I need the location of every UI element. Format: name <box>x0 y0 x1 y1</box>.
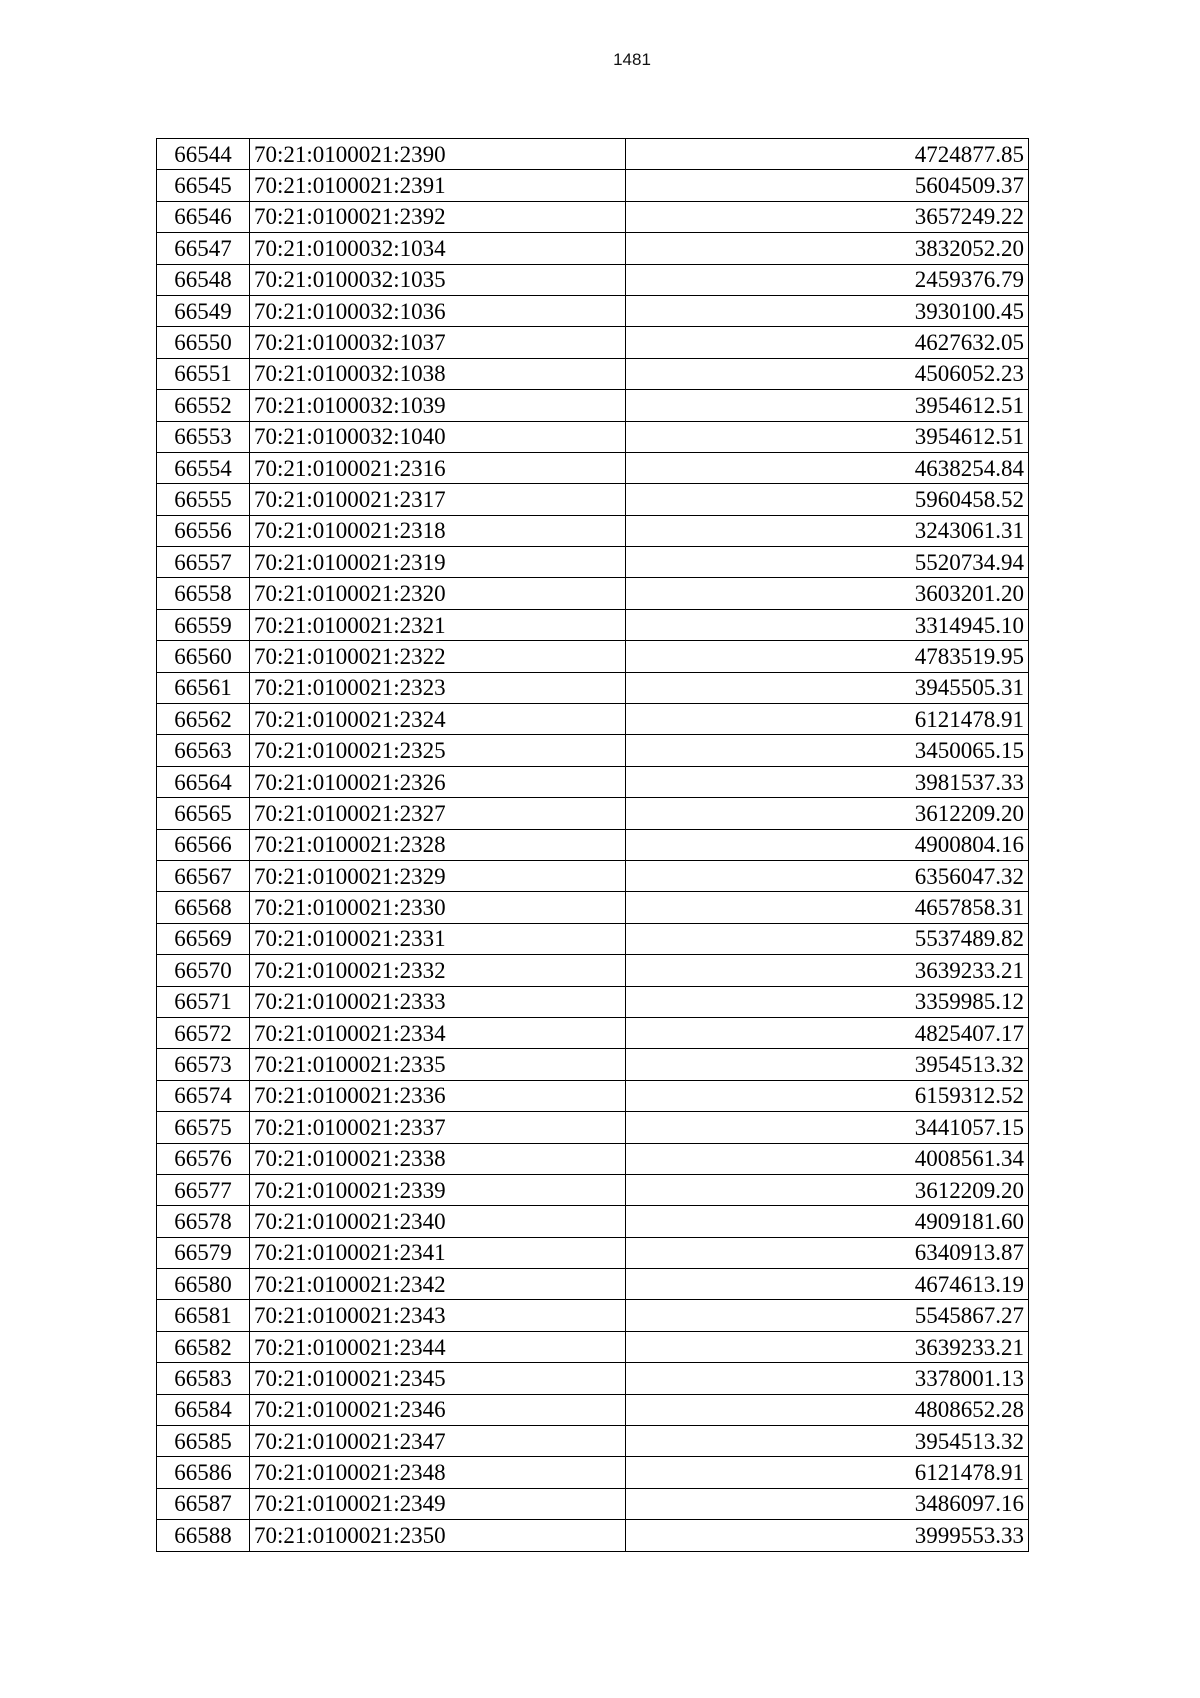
table-row <box>157 1269 1029 1300</box>
cadastral-number-cell: 70:21:0100021:2340 <box>250 1206 626 1237</box>
cadastral-number-cell: 70:21:0100021:2337 <box>250 1112 626 1143</box>
cadastral-value-cell: 3486097.16 <box>626 1488 1029 1519</box>
cadastral-value-cell: 3954612.51 <box>626 390 1029 421</box>
table-row <box>157 390 1029 421</box>
row-number-cell: 66550 <box>157 327 250 358</box>
table-row <box>157 421 1029 452</box>
table-row <box>157 1331 1029 1362</box>
table-row <box>157 233 1029 264</box>
cadastral-number-cell: 70:21:0100021:2345 <box>250 1363 626 1394</box>
cadastral-number-cell: 70:21:0100021:2390 <box>250 139 626 170</box>
cadastral-value-cell: 4638254.84 <box>626 452 1029 483</box>
cadastral-value-cell: 3945505.31 <box>626 672 1029 703</box>
row-number-cell: 66582 <box>157 1331 250 1362</box>
row-number-cell: 66546 <box>157 201 250 232</box>
row-number-cell: 66567 <box>157 860 250 891</box>
cadastral-value-cell: 4506052.23 <box>626 358 1029 389</box>
cadastral-value-cell: 3639233.21 <box>626 1331 1029 1362</box>
cadastral-value-cell: 6121478.91 <box>626 1457 1029 1488</box>
cadastral-number-cell: 70:21:0100021:2338 <box>250 1143 626 1174</box>
row-number-cell: 66556 <box>157 515 250 546</box>
row-number-cell: 66580 <box>157 1269 250 1300</box>
row-number-cell: 66552 <box>157 390 250 421</box>
row-number-cell: 66564 <box>157 766 250 797</box>
cadastral-number-cell: 70:21:0100021:2348 <box>250 1457 626 1488</box>
cadastral-number-cell: 70:21:0100021:2335 <box>250 1049 626 1080</box>
row-number-cell: 66566 <box>157 829 250 860</box>
table-row <box>157 139 1029 170</box>
row-number-cell: 66577 <box>157 1174 250 1205</box>
table-row <box>157 452 1029 483</box>
table-row <box>157 1457 1029 1488</box>
table-row <box>157 672 1029 703</box>
cadastral-value-cell: 5537489.82 <box>626 923 1029 954</box>
table-row <box>157 295 1029 326</box>
table-row <box>157 1049 1029 1080</box>
cadastral-number-cell: 70:21:0100021:2327 <box>250 798 626 829</box>
row-number-cell: 66583 <box>157 1363 250 1394</box>
cadastral-value-cell: 3930100.45 <box>626 295 1029 326</box>
cadastral-number-cell: 70:21:0100021:2391 <box>250 170 626 201</box>
cadastral-number-cell: 70:21:0100021:2392 <box>250 201 626 232</box>
table-row <box>157 1363 1029 1394</box>
row-number-cell: 66588 <box>157 1520 250 1551</box>
row-number-cell: 66545 <box>157 170 250 201</box>
row-number-cell: 66581 <box>157 1300 250 1331</box>
cadastral-number-cell: 70:21:0100021:2321 <box>250 609 626 640</box>
table-row <box>157 1488 1029 1519</box>
table-row <box>157 829 1029 860</box>
cadastral-value-cell: 3359985.12 <box>626 986 1029 1017</box>
cadastral-value-table <box>156 138 1029 1552</box>
page-number: 1481 <box>613 50 651 69</box>
cadastral-number-cell: 70:21:0100021:2334 <box>250 1017 626 1048</box>
row-number-cell: 66554 <box>157 452 250 483</box>
table-row <box>157 578 1029 609</box>
table-row <box>157 170 1029 201</box>
table-row <box>157 1080 1029 1111</box>
cadastral-value-cell: 4674613.19 <box>626 1269 1029 1300</box>
table-row <box>157 986 1029 1017</box>
cadastral-number-cell: 70:21:0100032:1038 <box>250 358 626 389</box>
row-number-cell: 66547 <box>157 233 250 264</box>
row-number-cell: 66572 <box>157 1017 250 1048</box>
cadastral-value-cell: 3378001.13 <box>626 1363 1029 1394</box>
cadastral-number-cell: 70:21:0100021:2330 <box>250 892 626 923</box>
row-number-cell: 66573 <box>157 1049 250 1080</box>
cadastral-number-cell: 70:21:0100021:2346 <box>250 1394 626 1425</box>
row-number-cell: 66563 <box>157 735 250 766</box>
table-row <box>157 735 1029 766</box>
table-row <box>157 798 1029 829</box>
cadastral-number-cell: 70:21:0100032:1039 <box>250 390 626 421</box>
cadastral-number-cell: 70:21:0100021:2319 <box>250 547 626 578</box>
row-number-cell: 66551 <box>157 358 250 389</box>
table-row <box>157 609 1029 640</box>
cadastral-number-cell: 70:21:0100021:2341 <box>250 1237 626 1268</box>
cadastral-number-cell: 70:21:0100032:1040 <box>250 421 626 452</box>
cadastral-number-cell: 70:21:0100021:2318 <box>250 515 626 546</box>
cadastral-number-cell: 70:21:0100021:2332 <box>250 955 626 986</box>
cadastral-number-cell: 70:21:0100021:2329 <box>250 860 626 891</box>
row-number-cell: 66555 <box>157 484 250 515</box>
cadastral-value-cell: 4909181.60 <box>626 1206 1029 1237</box>
row-number-cell: 66569 <box>157 923 250 954</box>
cadastral-number-cell: 70:21:0100021:2323 <box>250 672 626 703</box>
table-row <box>157 1394 1029 1425</box>
row-number-cell: 66562 <box>157 704 250 735</box>
cadastral-number-cell: 70:21:0100021:2325 <box>250 735 626 766</box>
table-row <box>157 1017 1029 1048</box>
cadastral-number-cell: 70:21:0100021:2344 <box>250 1331 626 1362</box>
row-number-cell: 66585 <box>157 1426 250 1457</box>
row-number-cell: 66587 <box>157 1488 250 1519</box>
cadastral-number-cell: 70:21:0100021:2324 <box>250 704 626 735</box>
table-row <box>157 641 1029 672</box>
cadastral-value-cell: 3981537.33 <box>626 766 1029 797</box>
table-row <box>157 547 1029 578</box>
table-row <box>157 1426 1029 1457</box>
table-row <box>157 358 1029 389</box>
row-number-cell: 66560 <box>157 641 250 672</box>
cadastral-value-cell: 5545867.27 <box>626 1300 1029 1331</box>
table-row <box>157 484 1029 515</box>
row-number-cell: 66578 <box>157 1206 250 1237</box>
cadastral-value-cell: 3999553.33 <box>626 1520 1029 1551</box>
cadastral-value-cell: 2459376.79 <box>626 264 1029 295</box>
cadastral-value-cell: 4808652.28 <box>626 1394 1029 1425</box>
cadastral-number-cell: 70:21:0100021:2336 <box>250 1080 626 1111</box>
row-number-cell: 66544 <box>157 139 250 170</box>
row-number-cell: 66568 <box>157 892 250 923</box>
cadastral-value-cell: 5604509.37 <box>626 170 1029 201</box>
cadastral-value-cell: 3657249.22 <box>626 201 1029 232</box>
table-row <box>157 327 1029 358</box>
cadastral-number-cell: 70:21:0100021:2350 <box>250 1520 626 1551</box>
cadastral-number-cell: 70:21:0100021:2331 <box>250 923 626 954</box>
table-row <box>157 860 1029 891</box>
table-row <box>157 1206 1029 1237</box>
cadastral-number-cell: 70:21:0100032:1036 <box>250 295 626 326</box>
cadastral-number-cell: 70:21:0100032:1037 <box>250 327 626 358</box>
row-number-cell: 66576 <box>157 1143 250 1174</box>
cadastral-value-cell: 4825407.17 <box>626 1017 1029 1048</box>
table-row <box>157 1174 1029 1205</box>
table-body <box>157 139 1029 1552</box>
row-number-cell: 66579 <box>157 1237 250 1268</box>
row-number-cell: 66565 <box>157 798 250 829</box>
row-number-cell: 66557 <box>157 547 250 578</box>
cadastral-value-cell: 6121478.91 <box>626 704 1029 735</box>
cadastral-value-cell: 3612209.20 <box>626 798 1029 829</box>
cadastral-value-cell: 6356047.32 <box>626 860 1029 891</box>
table-row <box>157 1300 1029 1331</box>
table-row <box>157 515 1029 546</box>
row-number-cell: 66586 <box>157 1457 250 1488</box>
table-row <box>157 704 1029 735</box>
cadastral-number-cell: 70:21:0100021:2316 <box>250 452 626 483</box>
cadastral-value-cell: 6340913.87 <box>626 1237 1029 1268</box>
cadastral-number-cell: 70:21:0100021:2347 <box>250 1426 626 1457</box>
cadastral-value-cell: 3441057.15 <box>626 1112 1029 1143</box>
cadastral-number-cell: 70:21:0100032:1035 <box>250 264 626 295</box>
row-number-cell: 66584 <box>157 1394 250 1425</box>
cadastral-number-cell: 70:21:0100021:2343 <box>250 1300 626 1331</box>
table-row <box>157 201 1029 232</box>
cadastral-value-cell: 3243061.31 <box>626 515 1029 546</box>
cadastral-value-cell: 6159312.52 <box>626 1080 1029 1111</box>
row-number-cell: 66548 <box>157 264 250 295</box>
cadastral-value-cell: 4008561.34 <box>626 1143 1029 1174</box>
cadastral-value-cell: 4627632.05 <box>626 327 1029 358</box>
row-number-cell: 66570 <box>157 955 250 986</box>
cadastral-number-cell: 70:21:0100021:2339 <box>250 1174 626 1205</box>
table-row <box>157 955 1029 986</box>
table-row <box>157 1237 1029 1268</box>
table-row <box>157 892 1029 923</box>
cadastral-number-cell: 70:21:0100021:2322 <box>250 641 626 672</box>
cadastral-value-cell: 5960458.52 <box>626 484 1029 515</box>
cadastral-number-cell: 70:21:0100021:2342 <box>250 1269 626 1300</box>
cadastral-value-cell: 3954612.51 <box>626 421 1029 452</box>
row-number-cell: 66559 <box>157 609 250 640</box>
table-row <box>157 264 1029 295</box>
row-number-cell: 66575 <box>157 1112 250 1143</box>
row-number-cell: 66553 <box>157 421 250 452</box>
cadastral-number-cell: 70:21:0100021:2328 <box>250 829 626 860</box>
cadastral-number-cell: 70:21:0100021:2320 <box>250 578 626 609</box>
table-row <box>157 1112 1029 1143</box>
table-row <box>157 1143 1029 1174</box>
table-row <box>157 923 1029 954</box>
cadastral-value-cell: 4900804.16 <box>626 829 1029 860</box>
cadastral-value-cell: 4783519.95 <box>626 641 1029 672</box>
cadastral-value-cell: 4724877.85 <box>626 139 1029 170</box>
cadastral-value-cell: 4657858.31 <box>626 892 1029 923</box>
cadastral-number-cell: 70:21:0100021:2349 <box>250 1488 626 1519</box>
row-number-cell: 66571 <box>157 986 250 1017</box>
row-number-cell: 66574 <box>157 1080 250 1111</box>
cadastral-value-cell: 3612209.20 <box>626 1174 1029 1205</box>
row-number-cell: 66549 <box>157 295 250 326</box>
cadastral-number-cell: 70:21:0100021:2326 <box>250 766 626 797</box>
cadastral-value-cell: 3954513.32 <box>626 1426 1029 1457</box>
cadastral-value-cell: 5520734.94 <box>626 547 1029 578</box>
cadastral-value-cell: 3314945.10 <box>626 609 1029 640</box>
cadastral-number-cell: 70:21:0100021:2333 <box>250 986 626 1017</box>
table-row <box>157 766 1029 797</box>
cadastral-value-cell: 3450065.15 <box>626 735 1029 766</box>
cadastral-value-cell: 3639233.21 <box>626 955 1029 986</box>
table-row <box>157 1520 1029 1551</box>
cadastral-value-cell: 3954513.32 <box>626 1049 1029 1080</box>
row-number-cell: 66561 <box>157 672 250 703</box>
cadastral-number-cell: 70:21:0100032:1034 <box>250 233 626 264</box>
cadastral-value-cell: 3603201.20 <box>626 578 1029 609</box>
cadastral-value-cell: 3832052.20 <box>626 233 1029 264</box>
row-number-cell: 66558 <box>157 578 250 609</box>
cadastral-number-cell: 70:21:0100021:2317 <box>250 484 626 515</box>
